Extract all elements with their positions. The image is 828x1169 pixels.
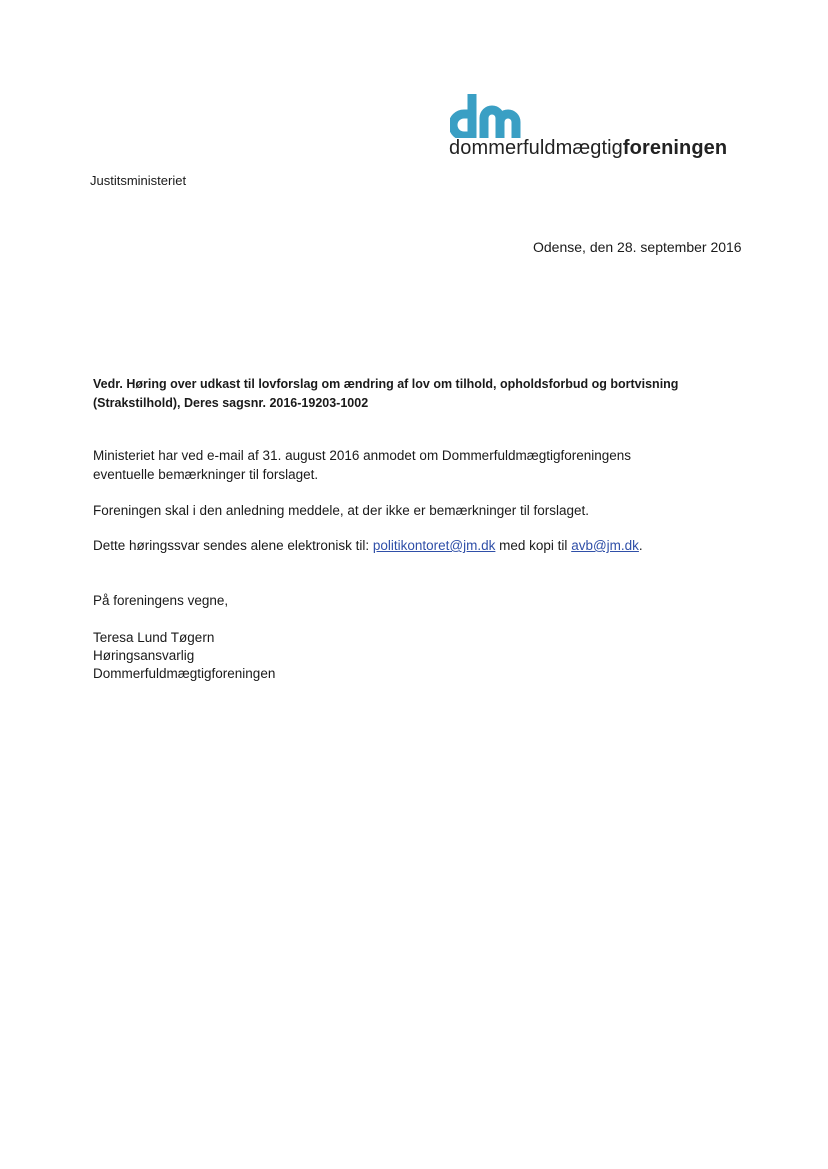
subject-line-1: Vedr. Høring over udkast til lovforslag om ændring af lov om tilhold, opholdsforbud og bortvisning — [93, 377, 679, 391]
logo-wordmark — [449, 137, 727, 160]
recipient: Justitsministeriet — [90, 173, 187, 188]
logo-wordmark-regular: dommerfuldmægtig — [449, 137, 623, 159]
date-line: Odense, den 28. september 2016 — [533, 239, 742, 255]
body-paragraph-1 — [93, 446, 693, 484]
closing-line: På foreningens vegne, — [93, 593, 229, 608]
signature-org: Dommerfuldmægtigforeningen — [93, 666, 276, 681]
p3-suffix: . — [638, 538, 643, 553]
body-paragraph-3 — [93, 536, 693, 555]
body-paragraph-1-line-2: eventuelle bemærkninger til forslaget. — [93, 467, 319, 482]
dfm-logo-mark — [450, 92, 522, 138]
email-link-politikontoret[interactable]: politikontoret@jm.dk — [372, 538, 496, 553]
subject-heading — [93, 375, 693, 413]
body-paragraph-2: Foreningen skal i den anledning meddele, at der ikke er bemærkninger til forslaget. — [93, 503, 590, 518]
signature-name: Teresa Lund Tøgern — [93, 630, 215, 645]
body-paragraph-1-line-1: Ministeriet har ved e-mail af 31. august 2016 anmodet om Dommerfuldmægtigforeningens — [93, 448, 632, 463]
logo-wordmark-bold: foreningen — [622, 137, 728, 159]
signature-role: Høringsansvarlig — [93, 648, 195, 663]
subject-line-2: (Strakstilhold), Deres sagsnr. 2016-19203-1002 — [93, 396, 369, 410]
p3-prefix: Dette høringssvar sendes alene elektronisk til: — [93, 538, 373, 553]
signature-block — [93, 629, 275, 683]
p3-middle: med kopi til — [495, 538, 572, 553]
email-link-avb[interactable]: avb@jm.dk — [571, 538, 639, 553]
